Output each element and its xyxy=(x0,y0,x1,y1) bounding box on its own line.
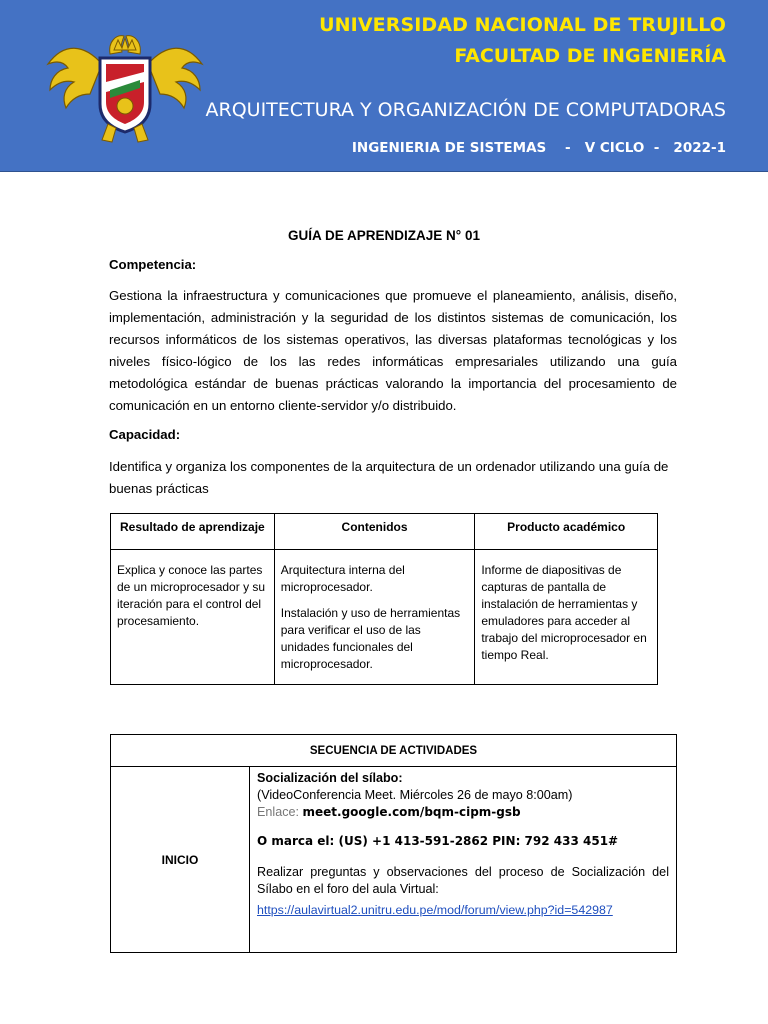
activities-header: SECUENCIA DE ACTIVIDADES xyxy=(111,735,677,767)
meet-link-row xyxy=(257,804,669,821)
contenidos-item: Instalación y uso de herramientas para verificar el uso de las unidades funcionales del microprocesador. xyxy=(280,606,461,671)
activity-title: Socialización del sílabo: xyxy=(257,771,403,785)
activities-table xyxy=(110,734,677,953)
enlace-label: Enlace: xyxy=(257,805,303,819)
capacidad-label: Capacidad: xyxy=(109,427,181,442)
cell-resultado: Explica y conoce las partes de un microprocesador y su iteración para el control del procesamiento. xyxy=(111,550,275,685)
header-producto: Producto académico xyxy=(475,514,658,550)
faculty-name: FACULTAD DE INGENIERÍA xyxy=(454,45,726,67)
capacidad-text: Identifica y organiza los componentes de la arquitectura de un ordenador utilizando una guía de buenas prácticas xyxy=(109,459,669,496)
page-title: GUÍA DE APRENDIZAJE N° 01 xyxy=(288,228,480,243)
course-name: ARQUITECTURA Y ORGANIZACIÓN DE COMPUTADORAS xyxy=(205,99,726,121)
activity-cell xyxy=(250,767,677,953)
course-subtitle: INGENIERIA DE SISTEMAS - V CICLO - 2022-1 xyxy=(351,140,726,156)
competencia-label: Competencia: xyxy=(109,257,197,272)
forum-link[interactable]: https://aulavirtual2.unitru.edu.pe/mod/forum/view.php?id=542987 xyxy=(257,903,613,917)
document-header xyxy=(0,0,768,172)
cell-contenidos xyxy=(274,550,475,685)
phase-inicio: INICIO xyxy=(111,767,250,953)
phone-info: O marca el: (US) +1 413-591-2862 PIN: 792 433 451# xyxy=(257,834,619,848)
university-name: UNIVERSIDAD NACIONAL DE TRUJILLO xyxy=(319,14,726,36)
meet-link[interactable]: meet.google.com/bqm-cipm-gsb xyxy=(302,805,521,819)
contenidos-item: Arquitectura interna del microprocesador. xyxy=(280,563,405,594)
activity-instruction: Realizar preguntas y observaciones del proceso de Socialización del Sílabo en el foro del aula Virtual: xyxy=(257,865,669,896)
competencia-text: Gestiona la infraestructura y comunicaciones que promueve el planeamiento, análisis, diseño, implementación, administración y la seguridad de los distintos sistemas de comunicación, los recursos informáticos de los sistemas operativos, las diversas plataformas tecnológicas y los niveles físico-lógico de los las redes informáticas empresariales utilizando una guía metodológica estándar de buenas prácticas valorando la importancia del procesamiento de comunicación en un entorno cliente-servidor y/o distribuido. xyxy=(109,288,677,413)
cell-producto: Informe de diapositivas de capturas de pantalla de instalación de herramientas y emuladores para acceder al trabajo del microprocesador en tiempo Real. xyxy=(475,550,658,685)
learning-table xyxy=(110,513,658,685)
header-resultado: Resultado de aprendizaje xyxy=(111,514,275,550)
university-crest-icon xyxy=(44,24,206,146)
header-contenidos: Contenidos xyxy=(274,514,475,550)
activity-detail: (VideoConferencia Meet. Miércoles 26 de mayo 8:00am) xyxy=(257,788,573,802)
